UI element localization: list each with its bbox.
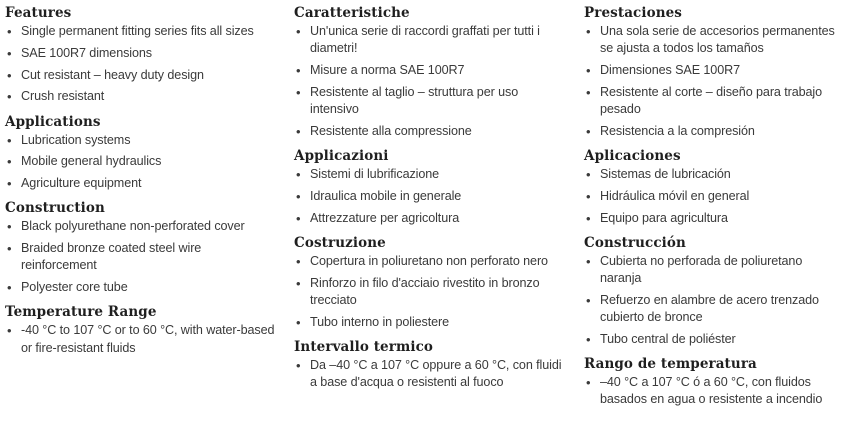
bullet-icon: • — [7, 323, 12, 339]
list-item — [5, 132, 275, 149]
list-item-text: Misure a norma SAE 100R7 — [310, 63, 465, 77]
list-item-text: Equipo para agricultura — [600, 210, 728, 225]
section-heading: Features — [5, 5, 72, 21]
list-item-text: –40 °C a 107 °C ó a 60 °C, con fluidos basados en agua o resistente a incendio — [600, 375, 823, 407]
bullet-list — [584, 374, 846, 408]
list-item-text: Cut resistant – heavy duty design — [21, 67, 204, 82]
spec-section — [5, 303, 275, 356]
list-item-text: Cubierta no perforada de poliuretano naranja — [600, 253, 803, 285]
bullet-icon: • — [586, 63, 591, 78]
list-item — [584, 292, 846, 326]
bullet-icon: • — [296, 167, 301, 182]
bullet-icon: • — [7, 24, 12, 39]
list-item — [5, 218, 275, 235]
list-item-text: Single permanent fitting series fits all sizes — [21, 24, 254, 38]
list-item-text: Resistencia a la compresión — [600, 123, 755, 138]
bullet-icon: • — [296, 253, 301, 269]
spec-section — [294, 147, 562, 227]
list-item — [294, 210, 562, 227]
bullet-icon: • — [7, 219, 12, 235]
bullet-icon: • — [7, 132, 12, 148]
bullet-icon: • — [296, 84, 301, 100]
list-item — [584, 123, 846, 140]
column-spanish — [584, 4, 846, 415]
list-item-text: Polyester core tube — [21, 280, 128, 295]
bullet-icon: • — [586, 24, 591, 39]
bullet-icon: • — [296, 314, 301, 330]
bullet-icon: • — [586, 375, 591, 390]
bullet-icon: • — [7, 89, 12, 105]
list-item — [5, 240, 275, 274]
list-item-text: Braided bronze coated steel wire reinforcement — [21, 241, 202, 273]
bullet-icon: • — [296, 357, 301, 373]
list-item-text: Da –40 °C a 107 °C oppure a 60 °C, con fluidi a base d'acqua o resistenti al fuoco — [310, 357, 562, 389]
list-item-text: Attrezzature per agricoltura — [310, 210, 460, 225]
list-item-text: Lubrication systems — [21, 132, 131, 147]
list-item — [294, 188, 562, 205]
spec-section — [584, 355, 846, 408]
bullet-icon: • — [586, 253, 591, 269]
bullet-icon: • — [7, 280, 12, 296]
list-item-text: Resistente al taglio – struttura per uso intensivo — [310, 84, 519, 116]
spec-section — [5, 199, 275, 296]
list-item-text: -40 °C to 107 °C or to 60 °C, with water-based or fire-resistant fluids — [21, 323, 275, 355]
bullet-icon: • — [296, 275, 301, 291]
section-heading: Caratteristiche — [294, 5, 410, 21]
spec-section — [5, 4, 275, 106]
bullet-icon: • — [586, 167, 591, 182]
list-item — [584, 166, 846, 183]
list-item — [584, 331, 846, 348]
list-item — [5, 322, 275, 356]
list-item-text: Crush resistant — [21, 89, 105, 104]
list-item — [5, 279, 275, 296]
spec-section — [5, 113, 275, 193]
list-item-text: Copertura in poliuretano non perforato nero — [310, 253, 548, 268]
list-item-text: Dimensiones SAE 100R7 — [600, 63, 741, 77]
section-heading: Intervallo termico — [294, 338, 433, 355]
bullet-icon: • — [586, 123, 591, 139]
bullet-icon: • — [586, 210, 591, 226]
bullet-icon: • — [7, 45, 12, 61]
list-item-text: Idraulica mobile in generale — [310, 188, 462, 203]
list-item-text: Sistemi di lubrificazione — [310, 167, 440, 181]
column-italian — [294, 4, 562, 398]
column-english — [5, 4, 275, 364]
list-item-text: Agriculture equipment — [21, 176, 142, 191]
list-item — [584, 253, 846, 287]
list-item-text: Tubo interno in poliestere — [310, 314, 450, 329]
list-item-text: Sistemas de lubricación — [600, 167, 731, 181]
list-item — [5, 153, 275, 170]
list-item — [5, 67, 275, 84]
bullet-icon: • — [7, 67, 12, 83]
bullet-icon: • — [7, 241, 12, 257]
list-item — [584, 188, 846, 205]
spec-section — [294, 4, 562, 140]
list-item-text: Resistente al corte – diseño para trabajo pesado — [600, 84, 823, 116]
list-item — [584, 62, 846, 79]
section-heading: Aplicaciones — [584, 148, 681, 164]
list-item — [584, 23, 846, 57]
section-heading: Prestaciones — [584, 5, 682, 21]
bullet-list — [5, 132, 275, 193]
section-heading: Construcción — [584, 234, 686, 251]
bullet-list — [5, 23, 275, 106]
list-item — [584, 210, 846, 227]
bullet-icon: • — [7, 176, 12, 192]
list-item — [294, 275, 562, 309]
list-item-text: Mobile general hydraulics — [21, 154, 162, 169]
list-item — [294, 314, 562, 331]
bullet-icon: • — [296, 210, 301, 226]
spec-section — [584, 234, 846, 348]
list-item — [584, 84, 846, 118]
bullet-icon: • — [586, 84, 591, 100]
bullet-icon: • — [296, 24, 301, 39]
list-item — [5, 45, 275, 62]
list-item — [5, 23, 275, 40]
bullet-icon: • — [586, 292, 591, 308]
bullet-list — [5, 322, 275, 356]
bullet-icon: • — [296, 63, 301, 78]
spec-section — [294, 234, 562, 331]
list-item-text: Un'unica serie di raccordi graffati per tutti i diametri! — [310, 24, 540, 56]
bullet-list — [584, 253, 846, 348]
list-item-text: Tubo central de poliéster — [600, 331, 736, 346]
bullet-icon: • — [586, 188, 591, 204]
spec-section — [294, 338, 562, 391]
list-item — [294, 23, 562, 57]
list-item — [5, 175, 275, 192]
bullet-list — [5, 218, 275, 296]
list-item-text: Hidráulica móvil en general — [600, 188, 750, 203]
list-item — [5, 88, 275, 105]
list-item — [294, 253, 562, 270]
bullet-list — [294, 166, 562, 227]
section-heading: Applicazioni — [294, 148, 389, 164]
list-item — [294, 62, 562, 79]
bullet-icon: • — [586, 331, 591, 347]
section-heading: Rango de temperatura — [584, 356, 757, 372]
bullet-list — [584, 166, 846, 227]
spec-section — [584, 4, 846, 140]
list-item-text: Una sola serie de accesorios permanentes se ajusta a todos los tamaños — [600, 24, 835, 56]
list-item — [294, 123, 562, 140]
list-item-text: Rinforzo in filo d'acciaio rivestito in bronzo trecciato — [310, 275, 540, 307]
bullet-icon: • — [296, 123, 301, 139]
bullet-icon: • — [7, 154, 12, 170]
list-item — [294, 84, 562, 118]
section-heading: Temperature Range — [5, 304, 157, 321]
section-heading: Construction — [5, 200, 105, 217]
bullet-list — [294, 357, 562, 391]
list-item — [294, 166, 562, 183]
bullet-list — [294, 23, 562, 140]
section-heading: Costruzione — [294, 234, 386, 251]
section-heading: Applications — [5, 113, 101, 130]
bullet-list — [584, 23, 846, 140]
list-item-text: Refuerzo en alambre de acero trenzado cubierto de bronce — [600, 292, 819, 324]
bullet-list — [294, 253, 562, 331]
list-item — [584, 374, 846, 408]
list-item — [294, 357, 562, 391]
spec-section — [584, 147, 846, 227]
bullet-icon: • — [296, 188, 301, 204]
list-item-text: SAE 100R7 dimensions — [21, 45, 153, 60]
list-item-text: Resistente alla compressione — [310, 123, 472, 138]
list-item-text: Black polyurethane non-perforated cover — [21, 219, 245, 234]
